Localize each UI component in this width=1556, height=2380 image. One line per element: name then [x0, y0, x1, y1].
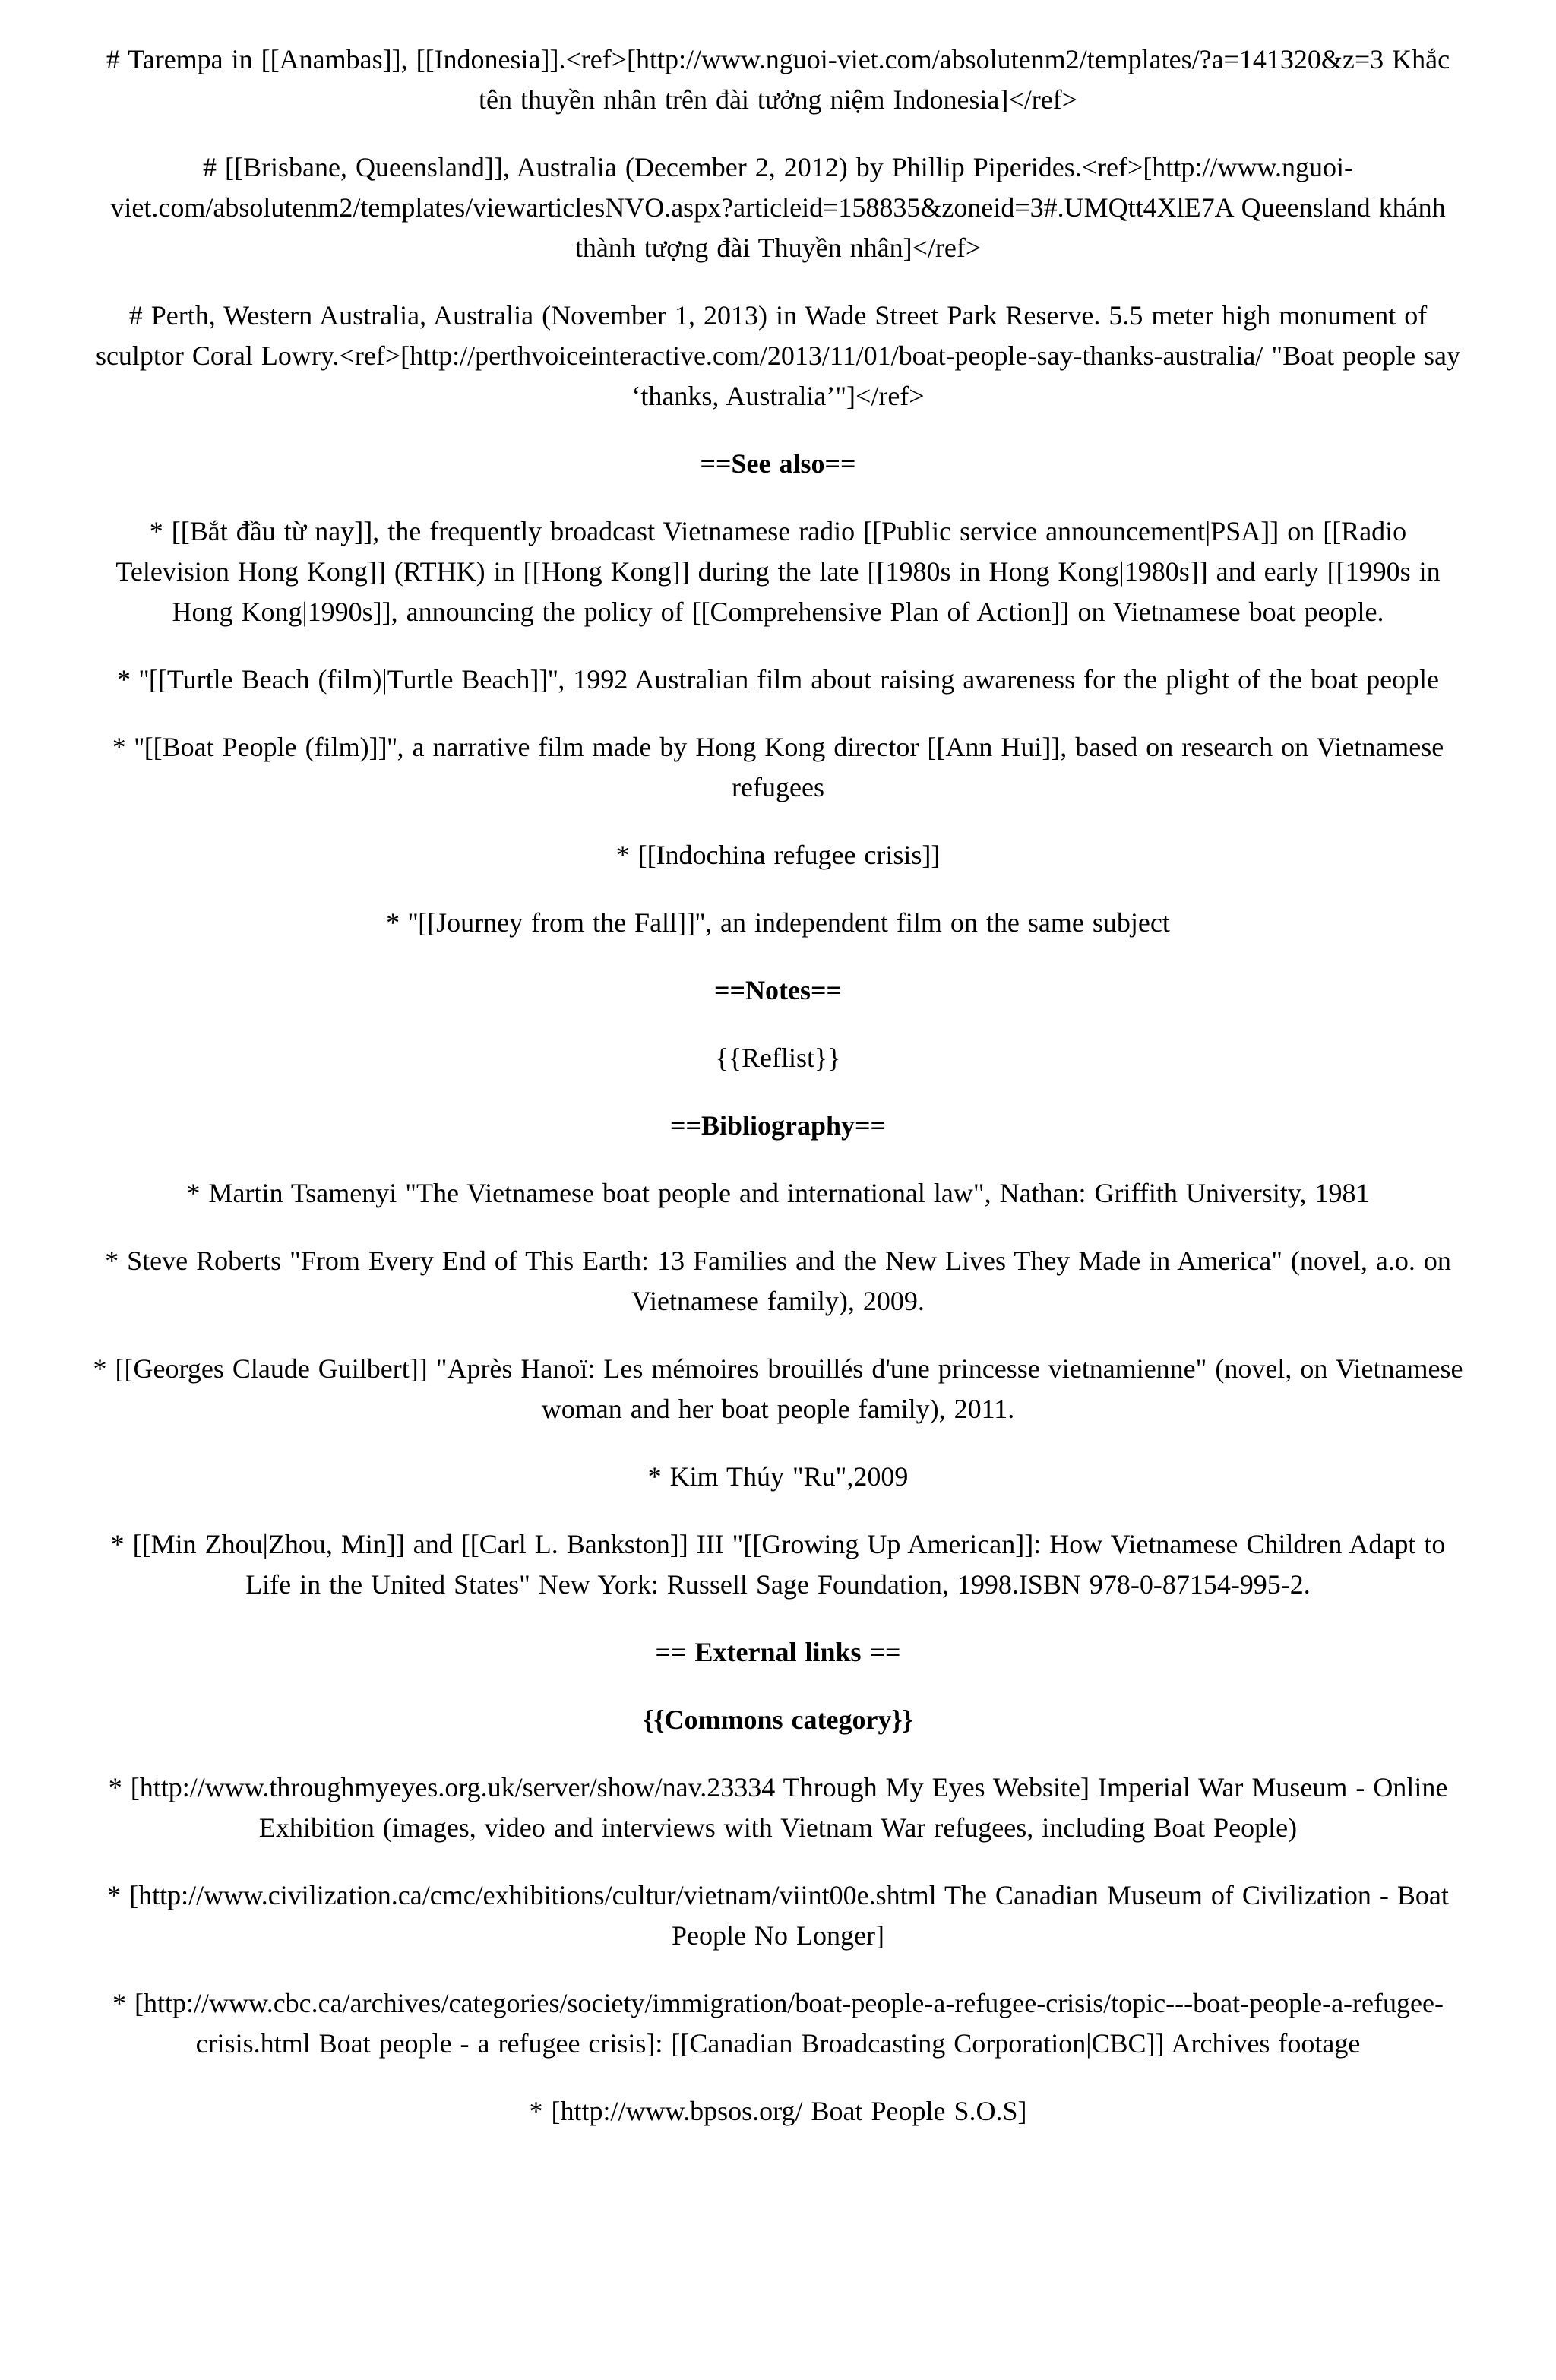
bibliography-item: * [[Min Zhou|Zhou, Min]] and [[Carl L. Bankston]] III "[[Growing Up American]]: How Vietnamese Children Adapt to Life in the United States" New York: Russell Sage Foundation, 1998.ISBN 978-0-87154-995-2.: [110, 1529, 1446, 1600]
external-links-heading: == External links ==: [655, 1637, 901, 1667]
external-link-item: * [http://www.throughmyeyes.org.uk/server/show/nav.23334 Through My Eyes Website] Imperial War Museum - Online Exhibition (images, video and interviews with Vietnam War refugees, including Boat People): [108, 1772, 1448, 1843]
see-also-item: * ''[[Boat People (film)]]'', a narrative film made by Hong Kong director [[Ann Hui]], based on research on Vietnamese refugees: [112, 732, 1444, 802]
notes-reflist: {{Reflist}}: [715, 1043, 841, 1073]
see-also-item: * ''[[Turtle Beach (film)|Turtle Beach]]'', 1992 Australian film about raising awareness for the plight of the boat people: [116, 664, 1440, 695]
bibliography-item: * Steve Roberts "From Every End of This Earth: 13 Families and the New Lives They Made in America" (novel, a.o. on Vietnamese family), 2009.: [105, 1245, 1451, 1316]
bibliography-item: * Kim Thúy "Ru",2009: [647, 1461, 909, 1492]
external-link-item: * [http://www.cbc.ca/archives/categories/society/immigration/boat-people-a-refugee-crisis/topic---boat-people-a-refugee-crisis.html Boat people - a refugee crisis]: [[Canadian Broadcasting Corporation|CBC]] Archives footage: [112, 1988, 1444, 2059]
see-also-heading: ==See also==: [700, 448, 856, 479]
bibliography-item: * [[Georges Claude Guilbert]] "Après Hanoï: Les mémoires brouillés d'une princesse vietnamienne" (novel, on Vietnamese woman and her boat people family), 2011.: [93, 1353, 1463, 1424]
commons-category: {{Commons category}}: [643, 1704, 913, 1735]
memorial-item-brisbane: # [[Brisbane, Queensland]], Australia (December 2, 2012) by Phillip Piperides.<ref>[http://www.nguoi-viet.com/absolutenm2/templates/viewarticlesNVO.aspx?articleid=158835&zoneid=3#.UMQtt4XlE7A Queensland khánh thành tượng đài Thuyền nhân]</ref>: [110, 152, 1446, 263]
external-link-item: * [http://www.bpsos.org/ Boat People S.O.S]: [529, 2096, 1027, 2126]
see-also-item: * [[Bắt đầu từ nay]], the frequently broadcast Vietnamese radio [[Public service announcement|PSA]] on [[Radio Television Hong Kong]] (RTHK) in [[Hong Kong]] during the late [[1980s in Hong Kong|1980s]] and early [[1990s in Hong Kong|1990s]], announcing the policy of [[Comprehensive Plan of Action]] on Vietnamese boat people.: [115, 516, 1441, 627]
bibliography-item: * Martin Tsamenyi "The Vietnamese boat people and international law", Nathan: Griffith University, 1981: [186, 1178, 1370, 1208]
memorial-item-tarempa: # Tarempa in [[Anambas]], [[Indonesia]].<ref>[http://www.nguoi-viet.com/absolutenm2/templates/?a=141320&z=3 Khắc tên thuyền nhân trên đài tưởng niệm Indonesia]</ref>: [106, 44, 1450, 115]
see-also-item: * [[Indochina refugee crisis]]: [615, 840, 941, 870]
notes-heading: ==Notes==: [713, 975, 843, 1005]
bibliography-heading: ==Bibliography==: [669, 1110, 887, 1141]
memorial-item-perth: # Perth, Western Australia, Australia (November 1, 2013) in Wade Street Park Reserve. 5.5 meter high monument of sculptor Coral Lowry.<ref>[http://perthvoiceinteractive.com/2013/11/01/boat-people-say-thanks-australia/ "Boat people say ‘thanks, Australia’"]</ref>: [95, 300, 1461, 411]
external-link-item: * [http://www.civilization.ca/cmc/exhibitions/cultur/vietnam/viint00e.shtml The Canadian Museum of Civilization - Boat People No Longer]: [107, 1880, 1449, 1951]
see-also-item: * ''[[Journey from the Fall]]'', an independent film on the same subject: [386, 907, 1170, 938]
